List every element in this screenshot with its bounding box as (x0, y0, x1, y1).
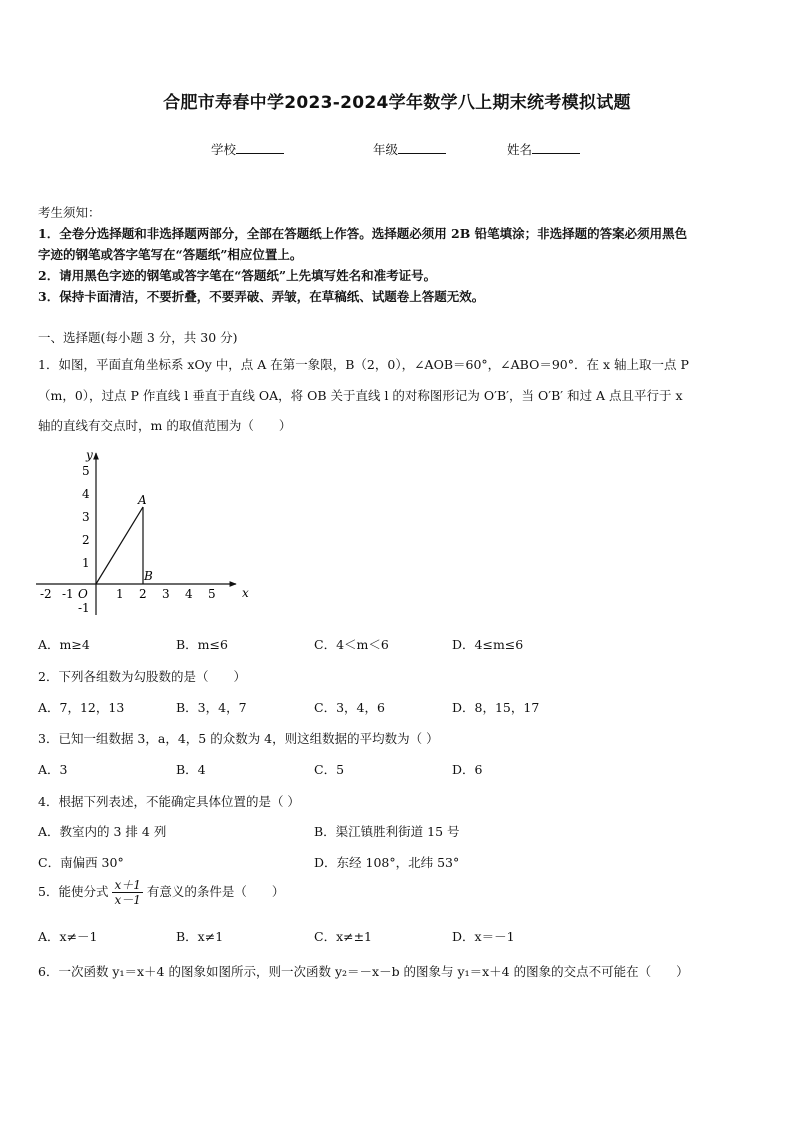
q6-stem: 6．一次函数 y₁＝x＋4 的图象如图所示，则一次函数 y₂＝－x－b 的图象与 y₁＝x＋4 的图象的交点不可能在（ ） (38, 964, 689, 979)
q1-line-1: 1．如图，平面直角坐标系 xOy 中，点 A 在第一象限，B（2，0），∠AOB＝60°，∠ABO＝90°．在 x 轴上取一点 P (38, 357, 689, 372)
grade-field (373, 140, 446, 158)
q1-option-b[interactable]: B．m≤6 (176, 637, 228, 652)
y-tick-3: 3 (82, 510, 90, 524)
q3-stem: 3．已知一组数据 3，a，4，5 的众数为 4，则这组数据的平均数为（ ） (38, 731, 439, 746)
y-axis-label: y (86, 448, 93, 462)
q5-stem (38, 878, 284, 907)
q2-option-b[interactable]: B．3，4，7 (176, 700, 247, 715)
q3-option-b[interactable]: B．4 (176, 762, 206, 777)
y-tick-1: 1 (82, 556, 90, 570)
x-tick-5: 5 (208, 587, 216, 601)
q3-option-a[interactable]: A．3 (38, 762, 68, 777)
x-tick-3: 3 (162, 587, 170, 601)
point-A-label: A (138, 493, 147, 507)
q1-option-c[interactable]: C．4＜m＜6 (314, 637, 389, 652)
name-blank (532, 141, 580, 154)
q3-option-c[interactable]: C．5 (314, 762, 345, 777)
notice-item-1-cont: 字迹的钢笔或答字笔写在“答题纸”相应位置上。 (38, 247, 303, 262)
name-field (507, 140, 580, 158)
q3-option-d[interactable]: D．6 (452, 762, 483, 777)
grade-label: 年级 (373, 142, 399, 157)
q2-option-d[interactable]: D．8，15，17 (452, 700, 540, 715)
x-tick-1: 1 (116, 587, 124, 601)
q5-option-a[interactable]: A．x≠－1 (38, 929, 98, 944)
q4-option-a[interactable]: A．教室内的 3 排 4 列 (38, 824, 167, 839)
origin-label: O (78, 587, 88, 601)
notice-item-2: 2．请用黑色字迹的钢笔或答字笔在“答题纸”上先填写姓名和准考证号。 (38, 268, 437, 283)
y-tick-neg1: -1 (78, 601, 90, 615)
q1-option-a[interactable]: A．m≥4 (38, 637, 90, 652)
notice-heading: 考生须知： (38, 205, 101, 220)
y-tick-5: 5 (82, 464, 90, 478)
x-tick-4: 4 (185, 587, 193, 601)
q5-fraction-numerator: x＋1 (114, 878, 141, 892)
y-tick-4: 4 (82, 487, 90, 501)
coordinate-figure (30, 445, 260, 620)
x-axis-label: x (242, 586, 249, 600)
point-B-label: B (144, 569, 153, 583)
q5-fraction-denominator: x－1 (114, 893, 141, 907)
name-label: 姓名 (507, 142, 533, 157)
q5-option-c[interactable]: C．x≠±1 (314, 929, 373, 944)
q2-stem: 2．下列各组数为勾股数的是（ ） (38, 669, 246, 684)
school-field (211, 140, 284, 158)
q2-option-c[interactable]: C．3，4，6 (314, 700, 385, 715)
q4-option-d[interactable]: D．东经 108°，北纬 53° (314, 855, 460, 870)
school-label: 学校 (211, 142, 237, 157)
q5-option-b[interactable]: B．x≠1 (176, 929, 224, 944)
q4-stem: 4．根据下列表述，不能确定具体位置的是（ ） (38, 794, 300, 809)
x-tick-neg2: -2 (40, 587, 52, 601)
section-heading: 一、选择题(每小题 3 分，共 30 分) (38, 330, 238, 345)
y-tick-2: 2 (82, 533, 90, 547)
q4-option-c[interactable]: C．南偏西 30° (38, 855, 124, 870)
page-title: 合肥市寿春中学2023-2024学年数学八上期末统考模拟试题 (163, 93, 631, 113)
q1-line-3: 轴的直线有交点时，m 的取值范围为（ ） (38, 418, 292, 433)
notice-item-3: 3．保持卡面清洁，不要折叠，不要弄破、弄皱，在草稿纸、试题卷上答题无效。 (38, 289, 485, 304)
grade-blank (398, 141, 446, 154)
q2-option-a[interactable]: A．7，12，13 (38, 700, 125, 715)
school-blank (236, 141, 284, 154)
q5-fraction (112, 878, 142, 907)
segment-OA (96, 507, 143, 584)
q4-option-b[interactable]: B．渠江镇胜利街道 15 号 (314, 824, 460, 839)
notice-item-1: 1．全卷分选择题和非选择题两部分，全部在答题纸上作答。选择题必须用 2B 铅笔填涂；非选择题的答案必须用黑色 (38, 226, 688, 241)
q1-option-d[interactable]: D．4≤m≤6 (452, 637, 524, 652)
x-tick-neg1: -1 (62, 587, 74, 601)
x-tick-2: 2 (139, 587, 147, 601)
q5-option-d[interactable]: D．x＝－1 (452, 929, 515, 944)
q1-line-2: （m，0），过点 P 作直线 l 垂直于直线 OA，将 OB 关于直线 l 的对称图形记为 O′B′，当 O′B′ 和过 A 点且平行于 x (38, 388, 683, 403)
q5-stem-post: 有意义的条件是（ ） (146, 884, 285, 899)
q5-stem-pre: 5．能使分式 (38, 884, 109, 899)
